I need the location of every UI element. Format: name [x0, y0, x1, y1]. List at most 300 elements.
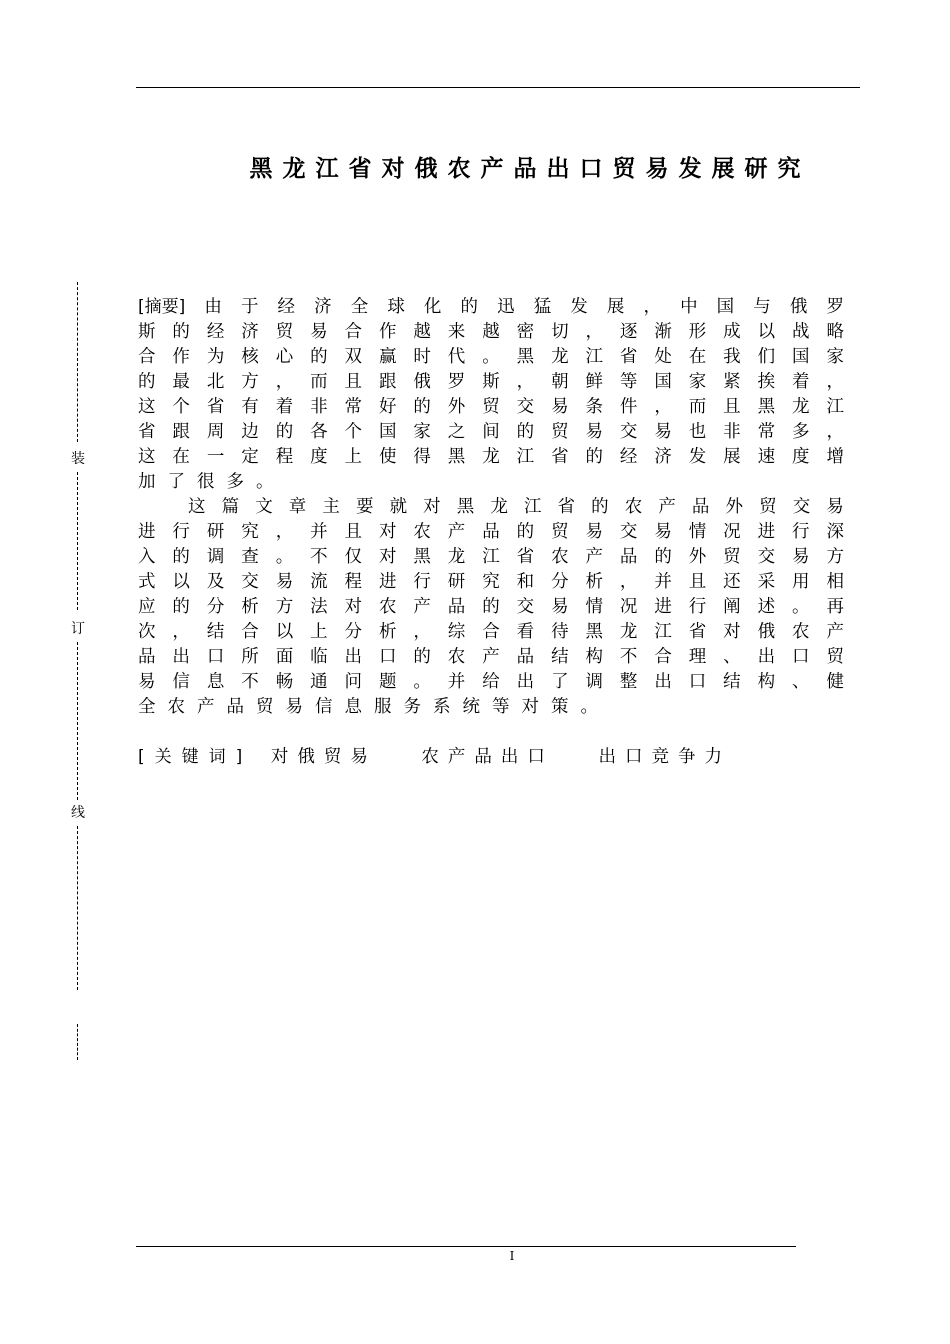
abstract-char: 产 [413, 597, 431, 617]
abstract-char: 密 [516, 322, 535, 342]
abstract-char: 逐 [619, 322, 638, 342]
abstract-char: 定 [241, 447, 259, 467]
abstract-char: 斯 [482, 372, 500, 392]
abstract-char: 赢 [378, 347, 397, 367]
keyword-item: 农产品出口 [421, 747, 554, 767]
abstract-line [138, 320, 844, 345]
abstract-char: 程 [344, 572, 363, 592]
abstract-char: 国 [792, 347, 810, 367]
abstract-char: 省 [138, 422, 156, 442]
abstract-char: 贸 [551, 422, 569, 442]
abstract-line-text: 加了很多。 [138, 472, 286, 492]
abstract-char: 农 [413, 522, 431, 542]
abstract-line [138, 445, 844, 470]
abstract-char: 鲜 [585, 372, 603, 392]
abstract-char: 研 [447, 572, 466, 592]
abstract-char: 健 [826, 672, 844, 692]
abstract-char: 的 [516, 522, 535, 542]
abstract-char: ， [516, 372, 535, 392]
abstract-char: 易 [654, 422, 672, 442]
abstract-char: 经 [277, 297, 296, 317]
abstract-char: 还 [723, 572, 741, 592]
abstract-char: ， [585, 322, 603, 342]
keywords-label: [关键词] [138, 747, 253, 767]
abstract-char: 题 [378, 672, 397, 692]
abstract-char: 之 [447, 422, 466, 442]
abstract-char: 成 [723, 322, 741, 342]
abstract-char: 俄 [413, 372, 431, 392]
abstract-char: 的 [172, 597, 190, 617]
abstract-char: 朝 [551, 372, 569, 392]
abstract-char: 发 [688, 447, 707, 467]
abstract-char: 个 [344, 422, 363, 442]
abstract-char: 相 [826, 572, 844, 592]
abstract-char: 合 [138, 347, 156, 367]
abstract-char: 品 [691, 497, 710, 517]
abstract-char: 不 [310, 547, 328, 567]
abstract-char: 结 [723, 672, 741, 692]
abstract-line [138, 495, 844, 520]
abstract-char: 不 [619, 647, 638, 667]
abstract-char: 黑 [456, 497, 475, 517]
abstract-char: 俄 [757, 622, 776, 642]
abstract-char: 。 [792, 597, 810, 617]
abstract-char: 切 [551, 322, 569, 342]
abstract-char: 一 [206, 447, 225, 467]
abstract-char: 要 [355, 497, 374, 517]
abstract-char: 且 [688, 572, 707, 592]
abstract-char: 最 [172, 372, 190, 392]
abstract-char: 交 [516, 597, 535, 617]
abstract-char: 品 [447, 597, 466, 617]
abstract-char: 与 [753, 297, 771, 317]
abstract-line [138, 620, 844, 645]
abstract-char: 产 [447, 522, 466, 542]
abstract-char: 情 [585, 597, 603, 617]
abstract-char: 面 [275, 647, 294, 667]
abstract-line [138, 345, 844, 370]
binding-char-xian: 线 [68, 804, 88, 822]
abstract-char: 省 [516, 547, 535, 567]
abstract-char: 黑 [447, 447, 466, 467]
abstract-char: 跟 [378, 372, 397, 392]
abstract-char: 的 [516, 422, 535, 442]
abstract-char: 方 [826, 547, 844, 567]
abstract-char: 得 [413, 447, 431, 467]
abstract-char: 对 [378, 547, 397, 567]
page-number: I [509, 1249, 515, 1263]
abstract-char: 使 [378, 447, 397, 467]
abstract-char: 越 [413, 322, 431, 342]
abstract-char: ， [275, 372, 294, 392]
abstract-char: 查 [241, 547, 259, 567]
abstract-char: 易 [551, 597, 569, 617]
abstract-char: 的 [275, 422, 294, 442]
abstract-char: 再 [826, 597, 844, 617]
abstract-char: 阐 [723, 597, 741, 617]
abstract-char: 外 [688, 547, 707, 567]
abstract-char: 省 [619, 347, 638, 367]
abstract-char: 结 [551, 647, 569, 667]
abstract-char: 交 [757, 547, 776, 567]
abstract-char: ， [172, 622, 190, 642]
abstract-char: 非 [310, 397, 328, 417]
abstract-char: 交 [619, 522, 638, 542]
abstract-char: 展 [723, 447, 741, 467]
abstract-char: 合 [241, 622, 259, 642]
binding-margin [68, 282, 88, 1072]
abstract-char: 在 [688, 347, 707, 367]
abstract-char: 文 [255, 497, 273, 517]
abstract-char: 研 [206, 522, 225, 542]
abstract-char: 的 [585, 447, 603, 467]
abstract-char: 综 [447, 622, 466, 642]
abstract-char: 进 [654, 597, 672, 617]
abstract-char: 为 [206, 347, 225, 367]
abstract-char: 行 [688, 597, 707, 617]
abstract-char: 黑 [413, 547, 431, 567]
abstract-char: 易 [585, 422, 603, 442]
abstract-char: 的 [482, 597, 500, 617]
abstract-char: 的 [654, 547, 672, 567]
abstract-char: 龙 [792, 397, 810, 417]
abstract-char: 经 [619, 447, 638, 467]
abstract-line [138, 395, 844, 420]
abstract-char: 行 [413, 572, 431, 592]
abstract-char: 黑 [585, 622, 603, 642]
abstract-char: ， [643, 297, 661, 317]
abstract-char: 挨 [757, 372, 776, 392]
abstract-char: 口 [688, 672, 707, 692]
abstract-char: 心 [275, 347, 294, 367]
abstract-char: 调 [206, 547, 225, 567]
abstract-char: 程 [275, 447, 294, 467]
abstract-char: 略 [826, 322, 844, 342]
abstract-char: ， [826, 422, 844, 442]
abstract-char: 形 [688, 322, 707, 342]
abstract-char: 的 [172, 547, 190, 567]
abstract-char: 就 [389, 497, 408, 517]
abstract-char: 紧 [723, 372, 741, 392]
abstract-char: 江 [654, 622, 672, 642]
abstract-line-text: 全农产品贸易信息服务系统等对策。 [138, 697, 610, 717]
abstract-char: 国 [716, 297, 735, 317]
abstract-line [138, 420, 844, 445]
abstract-char: 篇 [221, 497, 240, 517]
abstract-char: 仅 [344, 547, 363, 567]
abstract-char: 进 [757, 522, 776, 542]
abstract-char: 。 [482, 347, 500, 367]
abstract-char: 出 [516, 672, 535, 692]
abstract-char: 析 [241, 597, 259, 617]
abstract-char: 主 [322, 497, 340, 517]
abstract-char: 好 [378, 397, 397, 417]
abstract-char: 省 [551, 447, 569, 467]
abstract-char: ， [275, 522, 294, 542]
abstract-char: 农 [792, 622, 810, 642]
abstract-line [138, 595, 844, 620]
abstract-char: 并 [310, 522, 328, 542]
abstract-char: 迅 [497, 297, 515, 317]
abstract-char: 且 [344, 372, 363, 392]
abstract-char: 方 [241, 372, 259, 392]
keyword-item: 对俄贸易 [270, 747, 377, 767]
abstract-char: 易 [826, 497, 844, 517]
footer-rule [136, 1246, 796, 1247]
abstract-char: 贸 [551, 522, 569, 542]
abstract-char: 来 [447, 322, 466, 342]
abstract-char: ， [413, 622, 431, 642]
abstract-char: 越 [482, 322, 500, 342]
abstract-char: 等 [619, 372, 638, 392]
abstract-char: 家 [413, 422, 431, 442]
binding-dashed-line [77, 282, 78, 442]
abstract-char: 边 [241, 422, 259, 442]
abstract-char: 济 [241, 322, 259, 342]
abstract-char: 易 [654, 522, 672, 542]
abstract-char: 龙 [619, 622, 638, 642]
abstract-char: 俄 [789, 297, 808, 317]
abstract-char: 江 [482, 547, 500, 567]
abstract-char: 黑 [516, 347, 535, 367]
abstract-char: 方 [275, 597, 294, 617]
abstract-char: 。 [275, 547, 294, 567]
abstract-char: 速 [757, 447, 776, 467]
abstract-char: 贸 [759, 497, 777, 517]
abstract-line [138, 570, 844, 595]
abstract-char: 产 [482, 647, 500, 667]
abstract-char: 也 [688, 422, 707, 442]
abstract-char: 中 [680, 297, 698, 317]
abstract-char: 在 [172, 447, 190, 467]
page-title: 黑龙江省对俄农产品出口贸易发展研究 [249, 156, 811, 182]
abstract-char: 济 [654, 447, 672, 467]
abstract-char: 件 [619, 397, 638, 417]
abstract-char: 交 [792, 497, 811, 517]
abstract-char: 述 [757, 597, 776, 617]
abstract-char: 次 [138, 622, 156, 642]
abstract-char: 问 [344, 672, 363, 692]
abstract-char: 构 [757, 672, 776, 692]
binding-char-zhuang: 装 [68, 450, 88, 468]
abstract-char: 易 [275, 572, 294, 592]
abstract-char: 对 [378, 522, 397, 542]
abstract-char: 球 [387, 297, 405, 317]
abstract-char: 结 [206, 622, 225, 642]
abstract-char: 品 [482, 522, 500, 542]
abstract-char: 北 [206, 372, 225, 392]
abstract-char: 易 [138, 672, 156, 692]
abstract-char: 外 [725, 497, 743, 517]
abstract-char: 渐 [654, 322, 672, 342]
abstract-char: 分 [206, 597, 225, 617]
binding-dashed-line [77, 826, 78, 990]
abstract-char: 交 [516, 397, 535, 417]
abstract-char: 济 [314, 297, 332, 317]
abstract-char: 畅 [275, 672, 294, 692]
abstract-char: 入 [138, 547, 156, 567]
abstract-char: 个 [172, 397, 190, 417]
abstract-char: 及 [206, 572, 225, 592]
abstract-char: 交 [241, 572, 259, 592]
abstract-line [138, 470, 844, 495]
abstract-char: 江 [523, 497, 542, 517]
abstract-char: 非 [723, 422, 741, 442]
abstract-char: 以 [275, 622, 294, 642]
abstract-char: 贸 [826, 647, 844, 667]
abstract-char: 发 [570, 297, 588, 317]
abstract-char: 由 [204, 297, 222, 317]
abstract-char: 这 [138, 397, 156, 417]
abstract-line [138, 670, 844, 695]
abstract-char: 而 [310, 372, 328, 392]
abstract-char: 的 [460, 297, 479, 317]
abstract-char: 这 [138, 447, 156, 467]
abstract-char: 外 [447, 397, 466, 417]
abstract-line [138, 370, 844, 395]
abstract-label: [摘要] [138, 297, 186, 317]
abstract-char: 黑 [757, 397, 776, 417]
abstract-char: 江 [516, 447, 535, 467]
abstract-char: 龙 [490, 497, 508, 517]
abstract-char: 所 [241, 647, 259, 667]
abstract-char: 省 [688, 622, 707, 642]
abstract-char: 调 [585, 672, 603, 692]
abstract-char: 待 [551, 622, 569, 642]
abstract-char: 多 [792, 422, 810, 442]
abstract-char: 、 [723, 647, 741, 667]
abstract-line [138, 295, 844, 320]
abstract-char: 我 [723, 347, 741, 367]
abstract-char: 度 [792, 447, 810, 467]
abstract-char: 代 [447, 347, 466, 367]
abstract-char: 龙 [447, 547, 466, 567]
abstract-char: 产 [826, 622, 844, 642]
abstract-char: 间 [482, 422, 500, 442]
abstract-char: 双 [344, 347, 363, 367]
abstract-char: 全 [350, 297, 369, 317]
abstract-char: 对 [423, 497, 441, 517]
abstract-char: 的 [310, 347, 328, 367]
abstract-char: 出 [654, 672, 672, 692]
abstract-char: 分 [551, 572, 569, 592]
abstract-char: 贸 [723, 547, 741, 567]
abstract-char: 条 [585, 397, 603, 417]
abstract-line [138, 545, 844, 570]
abstract-char: 并 [654, 572, 672, 592]
abstract-char: 作 [378, 322, 397, 342]
abstract-char: 品 [516, 647, 535, 667]
abstract-char: 式 [138, 572, 156, 592]
abstract-char: 农 [624, 497, 643, 517]
abstract-char: ， [826, 372, 844, 392]
abstract-char: 周 [206, 422, 225, 442]
abstract-char: 口 [206, 647, 225, 667]
abstract-char: 深 [826, 522, 844, 542]
abstract-char: 应 [138, 597, 156, 617]
abstract-char: 析 [585, 572, 603, 592]
binding-dashed-line [77, 1024, 78, 1060]
abstract-char: 常 [344, 397, 363, 417]
abstract-line [138, 645, 844, 670]
abstract-char: 易 [585, 522, 603, 542]
abstract-char: 的 [413, 397, 431, 417]
abstract-char: 息 [206, 672, 225, 692]
abstract-char: 农 [378, 597, 397, 617]
abstract-char: 行 [792, 522, 810, 542]
abstract-char: 经 [206, 322, 225, 342]
abstract-char: 斯 [138, 322, 156, 342]
abstract-char: 况 [723, 522, 741, 542]
abstract-line [138, 520, 844, 545]
abstract-char: 究 [241, 522, 259, 542]
abstract-char: 农 [551, 547, 569, 567]
abstract-char: 对 [344, 597, 363, 617]
abstract-char: 况 [619, 597, 638, 617]
abstract-char: 各 [310, 422, 328, 442]
abstract-char: 易 [551, 397, 569, 417]
abstract-char: 易 [792, 547, 810, 567]
abstract-char: 省 [557, 497, 576, 517]
abstract-char: 增 [826, 447, 844, 467]
abstract-char: 究 [482, 572, 500, 592]
abstract-char: 作 [172, 347, 190, 367]
abstract-char: 章 [288, 497, 307, 517]
abstract-char: 析 [378, 622, 397, 642]
abstract-char: 给 [482, 672, 500, 692]
abstract-char: 并 [447, 672, 466, 692]
abstract-char: 采 [757, 572, 776, 592]
abstract-char: 度 [310, 447, 328, 467]
abstract-char: 临 [310, 647, 328, 667]
abstract-char: ， [619, 572, 638, 592]
abstract-char: 进 [378, 572, 397, 592]
abstract-char: 国 [378, 422, 397, 442]
abstract-char: 流 [310, 572, 328, 592]
abstract-char: 分 [344, 622, 363, 642]
abstract-char: 核 [241, 347, 259, 367]
abstract-char: 情 [688, 522, 707, 542]
abstract-char: 化 [423, 297, 442, 317]
abstract-char: 处 [654, 347, 672, 367]
abstract-char: 的 [138, 372, 156, 392]
abstract-char: 江 [585, 347, 603, 367]
abstract-char: 品 [619, 547, 638, 567]
abstract-char: 农 [447, 647, 466, 667]
abstract-char: 和 [516, 572, 535, 592]
abstract-char: 于 [240, 297, 259, 317]
abstract-char: 合 [482, 622, 500, 642]
abstract-char: 这 [188, 497, 206, 517]
keywords-section [138, 745, 761, 770]
abstract-char: 的 [172, 322, 190, 342]
abstract-char: 通 [310, 672, 328, 692]
binding-char-ding: 订 [68, 620, 88, 638]
abstract-char: 口 [792, 647, 810, 667]
binding-dashed-line [77, 642, 78, 800]
abstract-char: 猛 [533, 297, 552, 317]
abstract-char: 展 [606, 297, 625, 317]
abstract-char: 龙 [551, 347, 569, 367]
abstract-char: 口 [378, 647, 397, 667]
abstract-char: 贸 [482, 397, 500, 417]
abstract-char: 易 [310, 322, 328, 342]
abstract-char: 构 [585, 647, 603, 667]
abstract-char: 用 [792, 572, 810, 592]
abstract-char: 进 [138, 522, 156, 542]
abstract-char: 出 [172, 647, 190, 667]
abstract-char: 看 [516, 622, 535, 642]
